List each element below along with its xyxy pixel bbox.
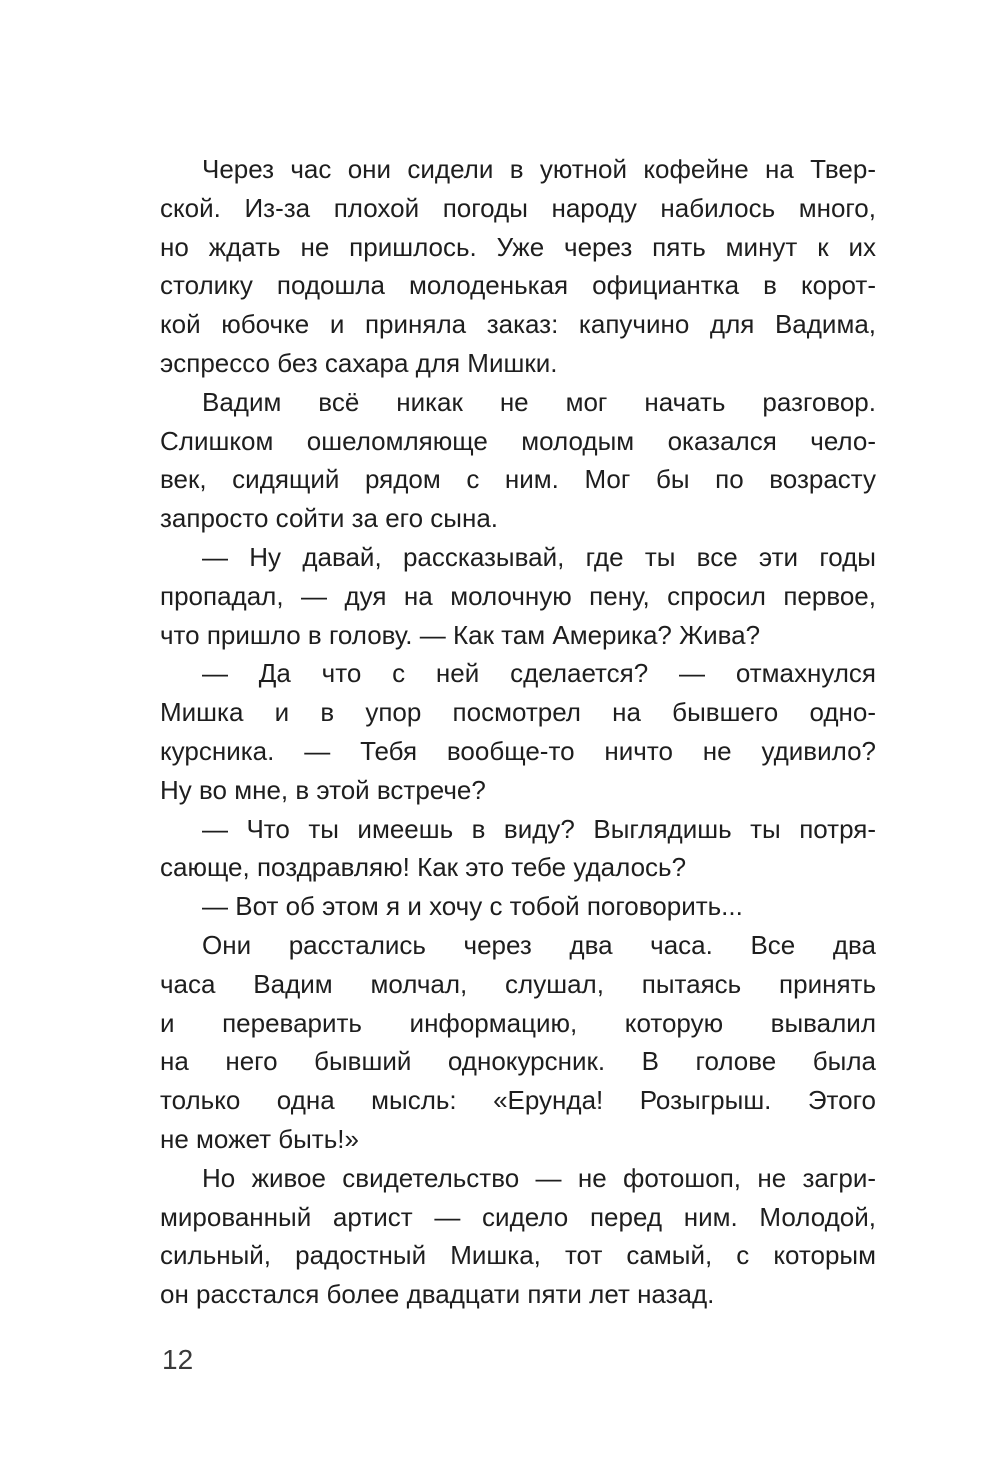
text-line: кой юбочке и приняла заказ: капучино для Вадима, xyxy=(160,309,876,340)
paragraph xyxy=(160,383,876,538)
text-line: не может быть!» xyxy=(160,1123,359,1154)
paragraph xyxy=(160,538,876,654)
text-line: — Вот об этом я и хочу с тобой поговорить... xyxy=(202,891,743,922)
text-line: сающе, поздравляю! Как это тебе удалось? xyxy=(160,852,687,883)
text-line: но ждать не пришлось. Уже через пять минут к их xyxy=(160,231,876,262)
text-line: Они расстались через два часа. Все два xyxy=(202,929,876,960)
text-line: часа Вадим молчал, слушал, пытаясь принять xyxy=(160,968,876,999)
paragraph xyxy=(160,150,876,383)
text-line: Но живое свидетельство — не фотошоп, не загри- xyxy=(202,1162,876,1193)
text-line: ской. Из-за плохой погоды народу набилось много, xyxy=(160,192,876,223)
text-line: Мишка и в упор посмотрел на бывшего одно- xyxy=(160,697,876,728)
text-line: — Да что с ней сделается? — отмахнулся xyxy=(202,658,876,689)
text-line: Через час они сидели в уютной кофейне на Твер- xyxy=(202,154,876,184)
page-number: 12 xyxy=(162,1344,194,1375)
text-line: пропадал, — дуя на молочную пену, спросил первое, xyxy=(160,580,876,611)
text-line: — Что ты имеешь в виду? Выглядишь ты потря- xyxy=(202,813,876,844)
text-line: только одна мысль: «Ерунда! Розыгрыш. Этого xyxy=(160,1085,876,1116)
text-line: Ну во мне, в этой встрече? xyxy=(160,774,486,805)
text-line: запросто сойти за его сына. xyxy=(160,503,498,534)
text-line: мированный артист — сидело перед ним. Молодой, xyxy=(160,1201,876,1232)
paragraph xyxy=(160,1159,876,1314)
text-line: столику подошла молоденькая официантка в корот- xyxy=(160,270,876,301)
paragraph xyxy=(160,926,876,1159)
text-line: курсника. — Тебя вообще-то ничто не удивило? xyxy=(160,735,876,766)
paragraph xyxy=(160,654,876,809)
text-line: Вадим всё никак не мог начать разговор. xyxy=(202,386,876,417)
text-line: сильный, радостный Мишка, тот самый, с которым xyxy=(160,1240,876,1271)
page-text xyxy=(160,150,876,1314)
paragraph xyxy=(160,810,876,888)
text-line: — Ну давай, рассказывай, где ты все эти годы xyxy=(202,541,876,572)
text-line: что пришло в голову. — Как там Америка? Жива? xyxy=(160,619,761,650)
text-line: он расстался более двадцати пяти лет назад. xyxy=(160,1279,715,1310)
text-line: на него бывший однокурсник. В голове была xyxy=(160,1046,876,1077)
text-line: Слишком ошеломляюще молодым оказался чело- xyxy=(160,425,876,456)
paragraph xyxy=(160,887,876,926)
text-line: век, сидящий рядом с ним. Мог бы по возрасту xyxy=(160,464,876,495)
text-line: эспрессо без сахара для Мишки. xyxy=(160,347,558,378)
text-line: и переварить информацию, которую вывалил xyxy=(160,1007,876,1038)
